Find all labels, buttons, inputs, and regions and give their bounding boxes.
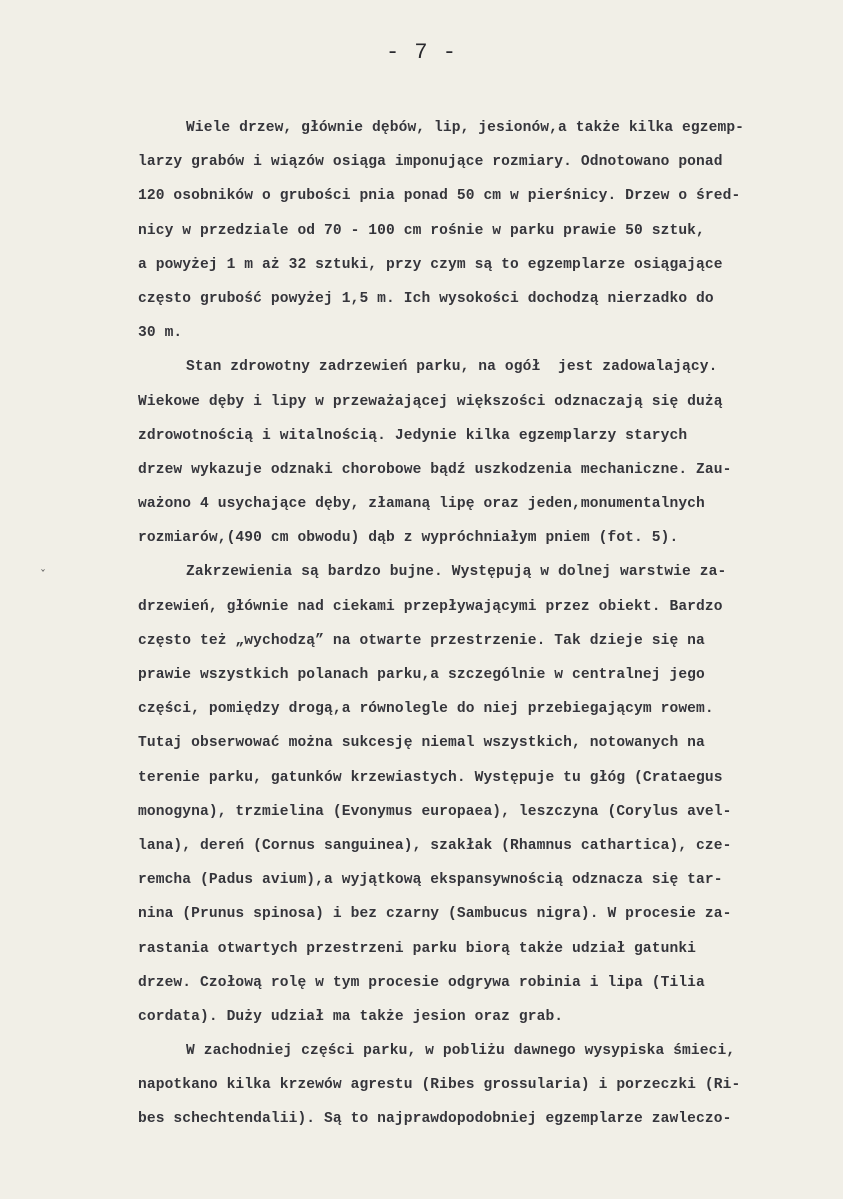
body-text — [138, 111, 838, 1137]
text-line: Zakrzewienia są bardzo bujne. Występują w dolnej warstwie za- — [186, 564, 727, 581]
text-line: Wiekowe dęby i lipy w przeważającej większości odznaczają się dużą — [138, 393, 723, 410]
text-line: drzew. Czołową rolę w tym procesie odgrywa robinia i lipa (Tilia — [138, 974, 705, 991]
text-line: cordata). Duży udział ma także jesion oraz grab. — [138, 1008, 564, 1025]
text-line: lana), dereń (Cornus sanguinea), szakłak (Rhamnus cathartica), cze- — [138, 837, 732, 854]
text-line: remcha (Padus avium),a wyjątkową ekspansywnością odznacza się tar- — [138, 872, 723, 889]
text-line: Tutaj obserwować można sukcesję niemal wszystkich, notowanych na — [138, 735, 705, 752]
text-line: drzewień, głównie nad ciekami przepływającymi przez obiekt. Bardzo — [138, 598, 723, 615]
text-line: terenie parku, gatunków krzewiastych. Występuje tu głóg (Crataegus — [138, 769, 723, 786]
text-line: Wiele drzew, głównie dębów, lip, jesionów,a także kilka egzemp- — [186, 120, 745, 136]
text-line: 30 m. — [138, 325, 183, 342]
text-line: prawie wszystkich polanach parku,a szczególnie w centralnej jego — [138, 667, 705, 683]
text-line: monogyna), trzmielina (Evonymus europaea), leszczyna (Corylus avel- — [138, 803, 732, 820]
text-line: napotkano kilka krzewów agrestu (Ribes grossularia) i porzeczki (Ri- — [138, 1077, 741, 1094]
text-line: części, pomiędzy drogą,a równolegle do niej przebiegającym rowem. — [138, 701, 714, 718]
text-line: W zachodniej części parku, w pobliżu dawnego wysypiska śmieci, — [186, 1043, 736, 1060]
page-number: - 7 - — [385, 40, 457, 65]
text-line: często też „wychodzą” na otwarte przestrzenie. Tak dzieje się na — [138, 632, 705, 649]
text-line: nicy w przedziale od 70 - 100 cm rośnie w parku prawie 50 sztuk, — [138, 222, 705, 239]
text-line: drzew wykazuje odznaki chorobowe bądź uszkodzenia mechaniczne. Zau- — [138, 461, 732, 478]
text-line: bes schechtendalii). Są to najprawdopodobniej egzemplarze zawleczo- — [138, 1111, 732, 1128]
margin-mark: ˇ — [40, 568, 46, 582]
text-line: ważono 4 usychające dęby, złamaną lipę oraz jeden,monumentalnych — [138, 496, 705, 513]
text-line: rozmiarów,(490 cm obwodu) dąb z wypróchniałym pniem (fot. 5). — [138, 530, 679, 547]
text-line: rastania otwartych przestrzeni parku biorą także udział gatunki — [138, 940, 697, 957]
text-line: zdrowotnością i witalnością. Jedynie kilka egzemplarzy starych — [138, 427, 688, 444]
text-line: a powyżej 1 m aż 32 sztuki, przy czym są to egzemplarze osiągające — [138, 256, 723, 273]
text-line: Stan zdrowotny zadrzewień parku, na ogół jest zadowalający. — [186, 359, 718, 376]
text-line: nina (Prunus spinosa) i bez czarny (Sambucus nigra). W procesie za- — [138, 906, 732, 923]
text-line: 120 osobników o grubości pnia ponad 50 cm w pierśnicy. Drzew o śred- — [138, 188, 741, 205]
text-line: często grubość powyżej 1,5 m. Ich wysokości dochodzą nierzadko do — [138, 290, 714, 307]
text-line: larzy grabów i wiązów osiąga imponujące rozmiary. Odnotowano ponad — [138, 154, 723, 171]
